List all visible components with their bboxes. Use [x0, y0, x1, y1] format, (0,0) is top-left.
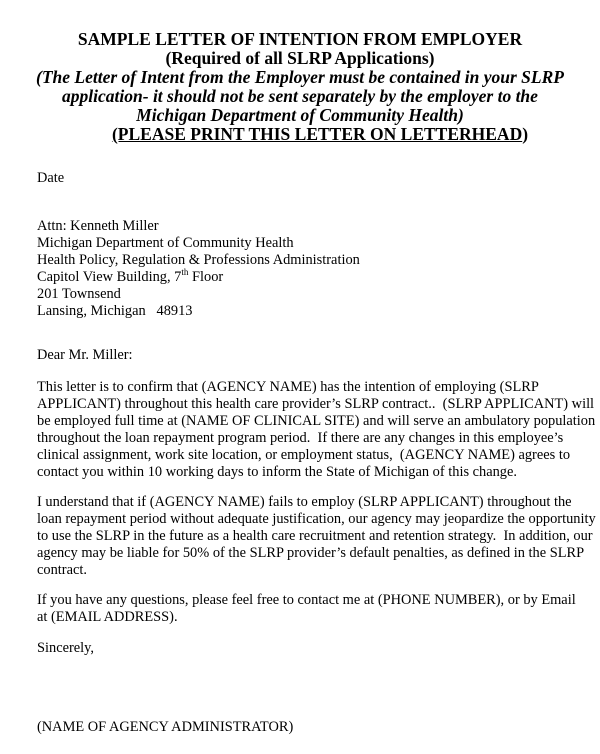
print-notice-text: (PLEASE PRINT THIS LETTER ON LETTERHEAD — [111, 124, 523, 144]
paragraph-line: agency may be liable for 50% of the SLRP provider’s default penalties, as defined in the SLRP — [37, 545, 585, 561]
document-subtitle: (Required of all SLRP Applications) — [165, 48, 435, 68]
salutation: Dear Mr. Miller: — [37, 347, 133, 363]
address-attn: Attn: Kenneth Miller — [37, 218, 159, 234]
closing: Sincerely, — [37, 640, 95, 656]
signature-placeholder: (NAME OF AGENCY ADMINISTRATOR) — [37, 719, 294, 735]
paragraph-line: throughout the loan repayment program period. If there are any changes in this employee’s — [37, 430, 564, 446]
paragraph-line: contract. — [37, 562, 87, 578]
address-division: Health Policy, Regulation & Professions Administration — [37, 252, 360, 268]
address-building — [37, 269, 582, 286]
paragraph-contact — [37, 592, 582, 626]
paragraph-liability — [37, 494, 596, 579]
address-building-name: Capitol View Building, 7 — [37, 269, 182, 285]
paragraph-line: contact you within 10 working days to inform the State of Michigan of this change. — [37, 464, 517, 480]
recipient-address — [37, 218, 582, 320]
paragraph-line: This letter is to confirm that (AGENCY NAME) has the intention of employing (SLRP — [37, 379, 539, 395]
address-department: Michigan Department of Community Health — [37, 235, 294, 251]
print-notice — [0, 125, 600, 144]
address-building-ordinal: th — [181, 267, 189, 278]
address-street: 201 Townsend — [37, 286, 121, 302]
paragraph-confirmation — [37, 379, 596, 481]
paragraph-line: If you have any questions, please feel free to contact me at (PHONE NUMBER), or by Email — [37, 592, 576, 608]
paragraph-line: at (EMAIL ADDRESS). — [37, 609, 178, 625]
address-building-floor: Floor — [188, 269, 224, 285]
print-notice-close: ) — [522, 124, 529, 144]
paragraph-line: loan repayment period without adequate justification, our agency may jeopardize the opportunity — [37, 511, 596, 527]
letter-header — [0, 30, 600, 144]
address-city: Lansing, Michigan 48913 — [37, 303, 193, 319]
paragraph-line: to use the SLRP in the future as a health care recruitment and retention strategy. In addition, our — [37, 528, 593, 544]
paragraph-line: I understand that if (AGENCY NAME) fails to employ (SLRP APPLICANT) throughout the — [37, 494, 572, 510]
instruction-note-line-2: application- it should not be sent separately by the employer to the — [62, 86, 538, 106]
instruction-note-line-3: Michigan Department of Community Health) — [136, 105, 464, 125]
document-title: SAMPLE LETTER OF INTENTION FROM EMPLOYER — [77, 29, 523, 49]
date-line: Date — [37, 170, 65, 186]
paragraph-line: APPLICANT) throughout this health care provider’s SLRP contract.. (SLRP APPLICANT) will — [37, 396, 595, 412]
instruction-note-line-1: (The Letter of Intent from the Employer must be contained in your SLRP — [36, 67, 564, 87]
paragraph-line: clinical assignment, work site location, or employment status, (AGENCY NAME) agrees to — [37, 447, 571, 463]
paragraph-line: be employed full time at (NAME OF CLINICAL SITE) and will serve an ambulatory population — [37, 413, 596, 429]
